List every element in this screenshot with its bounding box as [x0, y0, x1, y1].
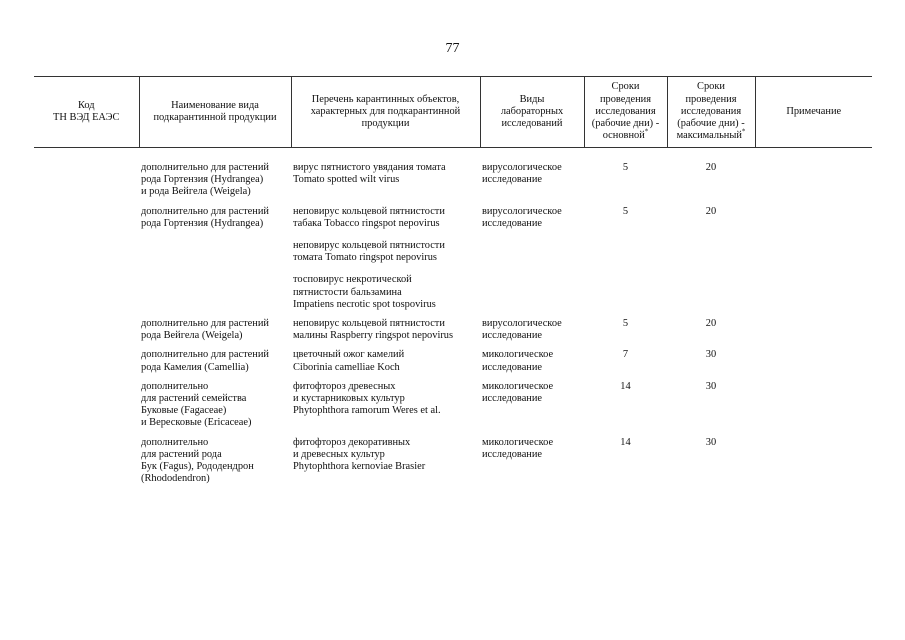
quarantine-object: фитофтороз декоративных и древесных культур Phytophthora kernoviae Brasier	[293, 436, 426, 473]
cell-term-basic: 5	[622, 162, 629, 173]
quarantine-object: неповирус кольцевой пятнистости малины Raspberry ringspot nepovirus	[293, 318, 454, 342]
cell-term-max: 30	[705, 436, 717, 448]
header-code: Код ТН ВЭД ЕАЭС	[34, 77, 139, 148]
quarantine-object: цветочный ожог камелий Ciborinia camelliae Koch	[293, 349, 405, 373]
cell-term-basic: 7	[622, 349, 629, 361]
quarantine-object: неповирус кольцевой пятнистости табака Tobacco ringspot nepovirus	[293, 205, 445, 229]
cell-term-basic: 5	[622, 318, 629, 330]
cell-note	[755, 433, 872, 489]
cell-code	[34, 377, 139, 433]
cell-term-basic: 14	[620, 436, 631, 448]
cell-research: микологическое исследование	[482, 349, 554, 373]
cell-product: дополнительно для растений рода Бук (Fagus), Рододендрон (Rhododendron)	[141, 436, 254, 485]
cell-code	[34, 148, 139, 202]
cell-term-max: 30	[705, 380, 717, 392]
quarantine-object: фитофтороз древесных и кустарниковых культур Phytophthora ramorum Weres et al.	[293, 380, 441, 417]
quarantine-object: неповирус кольцевой пятнистости томата Tomato ringspot nepovirus	[293, 240, 445, 264]
cell-note	[755, 148, 872, 202]
cell-note	[755, 314, 872, 345]
cell-research: микологическое исследование	[482, 436, 554, 460]
cell-term-max: 20	[705, 162, 717, 173]
header-note: Примечание	[755, 77, 872, 148]
header-objects: Перечень карантинных объектов, характерных для подкарантинной продукции	[291, 77, 480, 148]
header-term-max: Сроки проведения исследования (рабочие дни) - максимальный*	[667, 77, 755, 148]
header-product: Наименование вида подкарантинной продукции	[139, 77, 291, 148]
quarantine-table-container	[34, 76, 872, 488]
cell-research: вирусологическое исследование	[482, 162, 562, 186]
cell-product: дополнительно для растений рода Гортензия (Hydrangea) и рода Вейгела (Weigela)	[141, 162, 269, 198]
cell-code	[34, 345, 139, 376]
quarantine-object: тосповирус некротической пятнистости бальзамина Impatiens necrotic spot tospovirus	[293, 274, 436, 310]
page-number: 77	[445, 41, 460, 56]
cell-objects	[291, 345, 480, 376]
table-row	[34, 345, 872, 376]
cell-research: вирусологическое исследование	[482, 318, 562, 342]
table-row	[34, 314, 872, 345]
cell-term-max: 20	[705, 205, 717, 217]
cell-code	[34, 202, 139, 314]
table-body	[34, 148, 872, 489]
cell-product: дополнительно для растений рода Камелия (Camellia)	[141, 349, 269, 373]
table-header-row	[34, 77, 872, 148]
cell-term-basic: 14	[620, 380, 631, 392]
quarantine-object: вирус пятнистого увядания томата Tomato spotted wilt virus	[293, 162, 446, 186]
cell-research: вирусологическое исследование	[482, 205, 562, 229]
table-row	[34, 202, 872, 314]
cell-code	[34, 314, 139, 345]
cell-term-max: 20	[705, 318, 717, 330]
quarantine-table	[34, 76, 872, 488]
table-row	[34, 377, 872, 433]
header-term-basic: Сроки проведения исследования (рабочие дни) - основной*	[584, 77, 667, 148]
cell-product: дополнительно для растений рода Вейгела (Weigela)	[141, 318, 269, 342]
cell-term-max: 30	[705, 349, 717, 361]
cell-objects	[291, 377, 480, 433]
footnote-mark: *	[741, 127, 746, 136]
cell-note	[755, 345, 872, 376]
table-row	[34, 433, 872, 489]
cell-product: дополнительно для растений рода Гортензия (Hydrangea)	[141, 205, 269, 229]
table-row	[34, 148, 872, 202]
cell-note	[755, 377, 872, 433]
cell-objects	[291, 148, 480, 202]
cell-product: дополнительно для растений семейства Буковые (Fagaceae) и Вересковые (Ericaceae)	[141, 380, 252, 429]
footnote-mark: *	[644, 127, 649, 136]
cell-objects	[291, 314, 480, 345]
header-research: Виды лабораторных исследований	[480, 77, 584, 148]
cell-note	[755, 202, 872, 314]
cell-code	[34, 433, 139, 489]
cell-research: микологическое исследование	[482, 380, 554, 405]
cell-term-basic: 5	[622, 205, 629, 217]
cell-objects	[291, 202, 480, 314]
cell-objects	[291, 433, 480, 489]
